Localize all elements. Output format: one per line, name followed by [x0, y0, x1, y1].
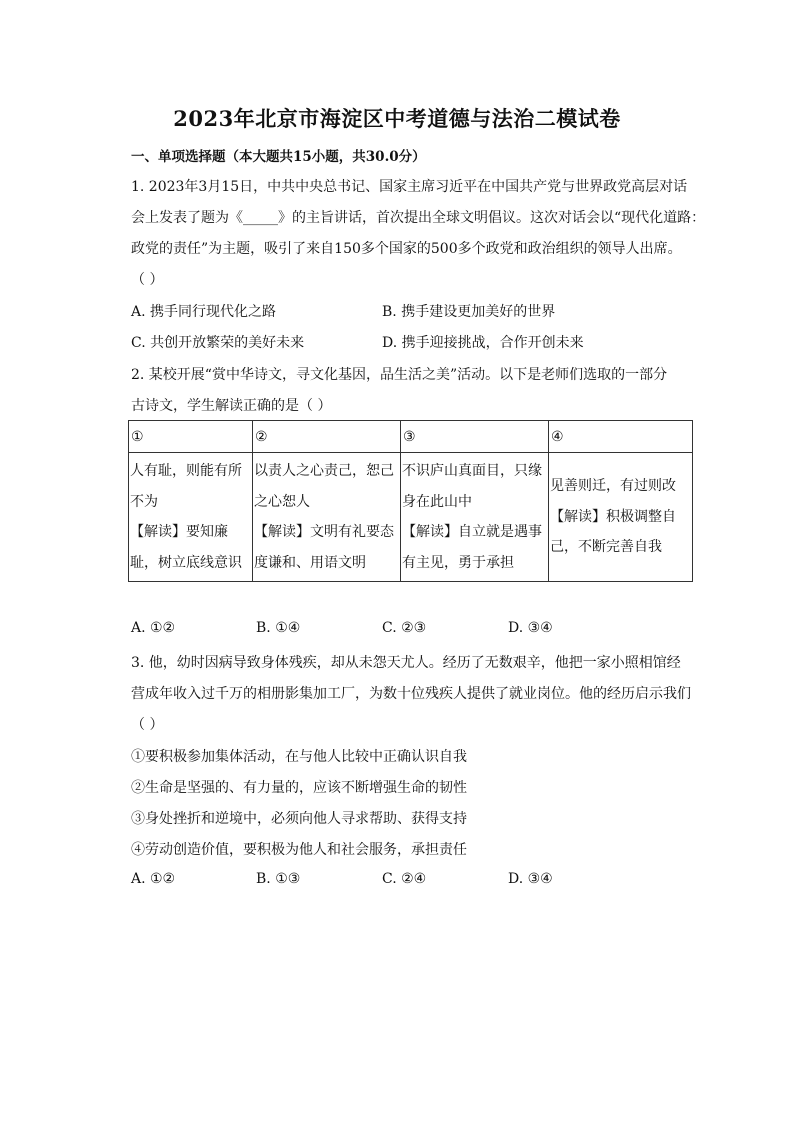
poem-text: 以责人之心责己，恕己之心恕人: [254, 463, 394, 510]
q2-line-2: 古诗文，学生解读正确的是（ ）: [131, 398, 332, 414]
q3-statement-3: ③身处挫折和逆境中，必须向他人寻求帮助、获得支持: [131, 811, 467, 827]
interpretation-text: 【解读】文明有礼要态度谦和、用语文明: [254, 524, 394, 571]
q3-statement-4: ④劳动创造价值，要积极为他人和社会服务，承担责任: [131, 842, 467, 858]
table-header-cell: ①: [129, 421, 253, 453]
interpretation-text: 【解读】积极调整自己，不断完善自我: [550, 508, 676, 556]
table-cell: [549, 453, 693, 582]
q3-statement-1: ①要积极参加集体活动，在与他人比较中正确认识自我: [131, 749, 467, 765]
q1-line-3: 政党的责任”为主题，吸引了来自150多个国家的500多个政党和政治组织的领导人出席。: [131, 241, 682, 257]
q3-statement-2: ②生命是坚强的、有力量的，应该不断增强生命的韧性: [131, 780, 467, 796]
poem-text: 见善则迁，有过则改: [550, 478, 676, 495]
page-title: 2023年北京市海淀区中考道德与法治二模试卷: [173, 106, 621, 131]
q2-poem-table: [128, 420, 693, 582]
q2-line-1: 2. 某校开展“赏中华诗文，寻文化基因，品生活之美”活动。以下是老师们选取的一部分: [131, 367, 668, 383]
poem-text: 不识庐山真面目，只缘身在此山中: [402, 463, 542, 510]
q1-option-b: B. 携手建设更加美好的世界: [382, 304, 556, 320]
q3-option-a: A. ①②: [131, 871, 176, 887]
poem-text: 人有耻，则能有所不为: [130, 463, 242, 510]
q2-option-c: C. ②③: [382, 620, 427, 636]
q2-option-a: A. ①②: [131, 620, 176, 636]
q3-option-c: C. ②④: [382, 871, 427, 887]
section-heading: 一、单项选择题（本大题共15小题，共30.0分）: [131, 149, 426, 165]
q1-option-c: C. 共创开放繁荣的美好未来: [131, 335, 305, 351]
table-cell: [129, 453, 253, 582]
interpretation-text: 【解读】要知廉耻，树立底线意识: [130, 524, 242, 571]
table-cell: [253, 453, 401, 582]
q3-option-d: D. ③④: [508, 871, 553, 887]
interpretation-text: 【解读】自立就是遇事有主见，勇于承担: [402, 524, 542, 571]
table-cell: [401, 453, 549, 582]
table-header-cell: ④: [549, 421, 693, 453]
table-header-cell: ②: [253, 421, 401, 453]
table-header-cell: ③: [401, 421, 549, 453]
table-row: [129, 453, 693, 582]
q1-option-d: D. 携手迎接挑战，合作开创未来: [382, 335, 584, 351]
q1-line-2: 会上发表了题为《_____》的主旨讲话，首次提出全球文明倡议。这次对话会以“现代化道路：: [131, 210, 706, 226]
q2-option-d: D. ③④: [508, 620, 553, 636]
q3-line-2: 营成年收入过千万的相册影集加工厂，为数十位残疾人提供了就业岗位。他的经历启示我们: [131, 686, 691, 702]
q2-option-b: B. ①④: [256, 620, 301, 636]
q3-option-b: B. ①③: [256, 871, 301, 887]
q3-line-1: 3. 他，幼时因病导致身体残疾，却从未怨天尤人。经历了无数艰辛，他把一家小照相馆经: [131, 655, 681, 671]
q1-answer-bracket: （ ）: [131, 272, 164, 288]
q3-answer-bracket: （ ）: [131, 717, 164, 733]
q1-line-1: 1. 2023年3月15日，中共中央总书记、国家主席习近平在中国共产党与世界政党高层对话: [131, 179, 688, 195]
table-header-row: [129, 421, 693, 453]
q1-option-a: A. 携手同行现代化之路: [131, 304, 277, 320]
